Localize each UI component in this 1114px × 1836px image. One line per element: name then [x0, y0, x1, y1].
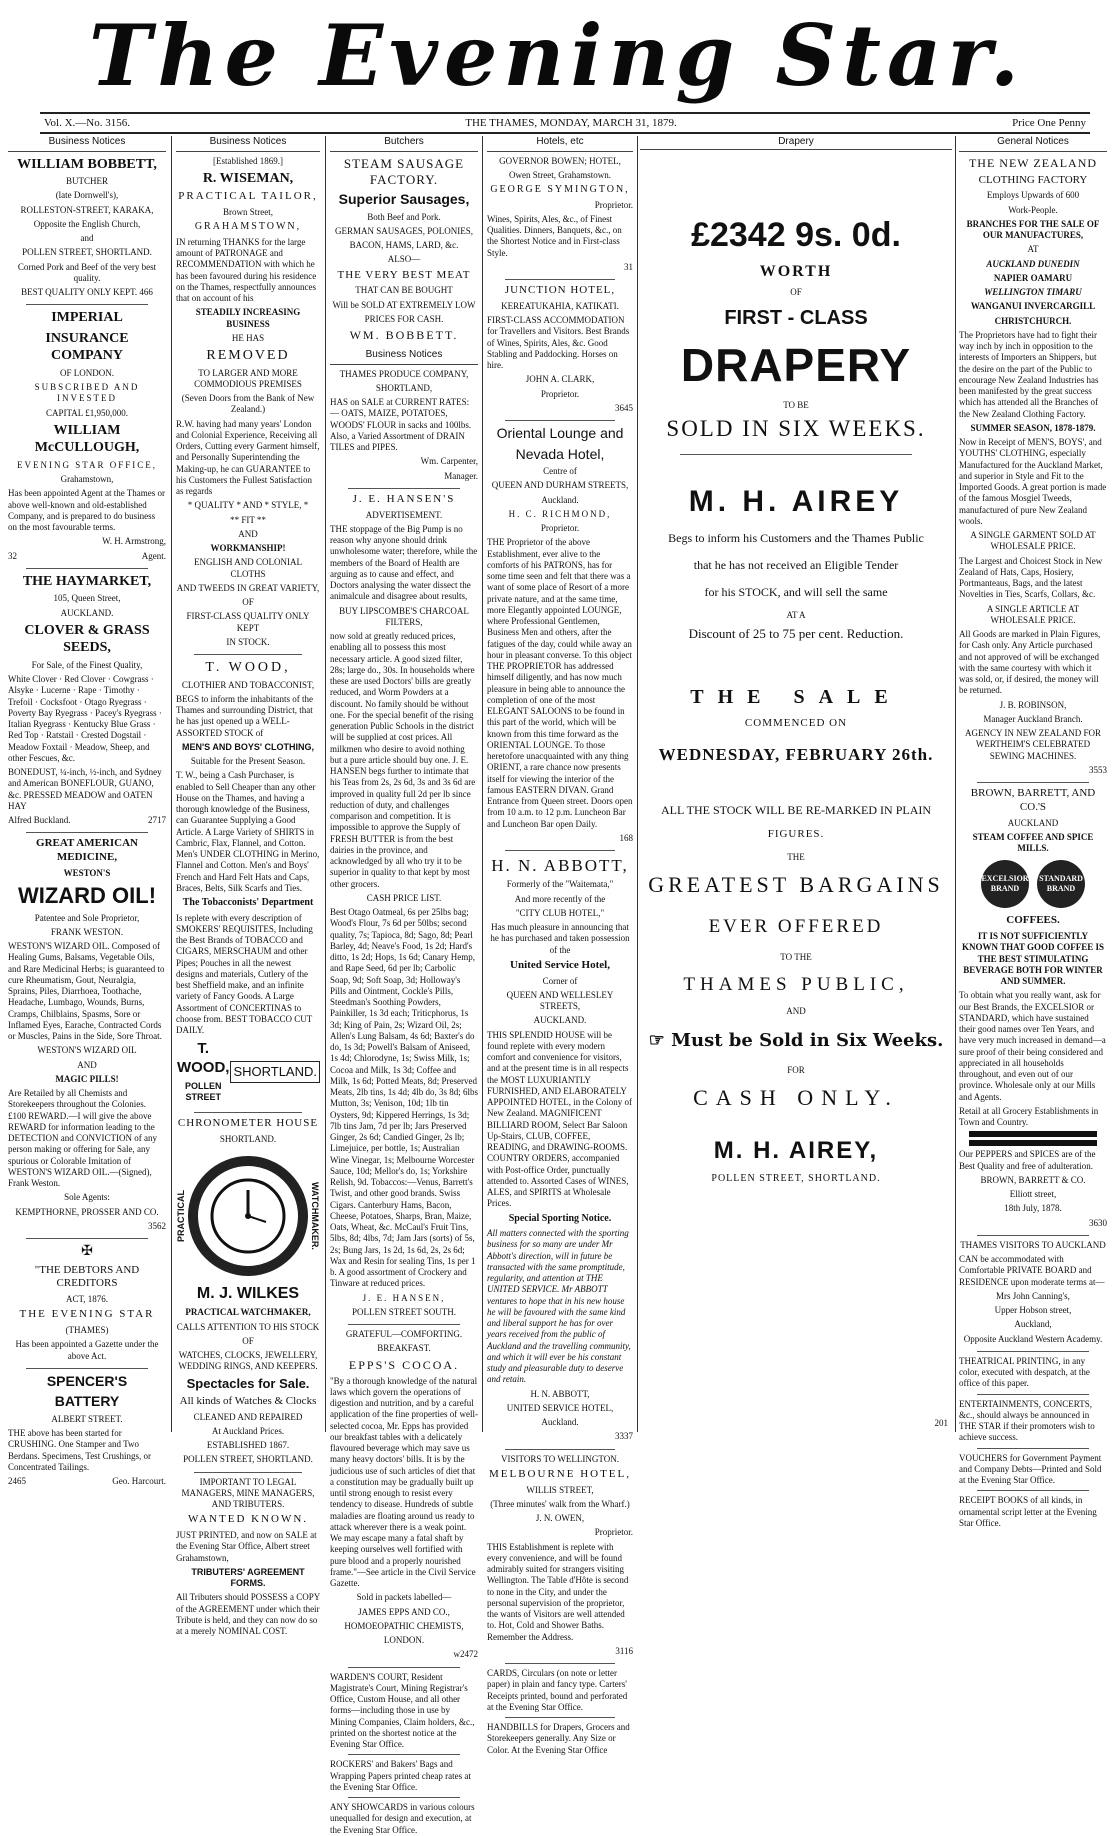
label-illustration — [969, 1140, 1097, 1146]
dateline — [40, 112, 1090, 134]
ad-nz-clothing-factory: THE NEW ZEALAND CLOTHING FACTORY Employs Upwards of 600 Work-People. BRANCHES FOR THE SALE OF OUR MANUFACTURES, AT AUCKLAND DUNEDIN NAPIER OAMARU WELLINGTON TIMARU WANGANUI INVERCARGILL CHRISTCHURCH. The Proprietors have had to fight their way inch by inch in opposition to the interests of Importers an Shippers, but the desire on the part of the Public to encourage New Zealand Industries has been manifested by the great success which has attended all the Branches of the New Zealand Clothing Factory. SUMMER SEASON, 1878-1879. Now in Receipt of MEN'S, BOYS', and YOUTHS' CLOTHING, especially Manufactured for the Auckland Market, and superior in Style and Fit to the Imported Goods. A great portion is made of the famous Mosgiel Tweeds, manufactured of pure New Zealand wools. A SINGLE GARMENT SOLD AT WHOLESALE PRICE. The Largest and Choicest Stock in New Zealand of Hats, Caps, Hosiery, Portmanteaus, Bags, and the latest Novelties in Ties, Scarfs, Collars, &c. A SINGLE ARTICLE AT WHOLESALE PRICE. All Goods are marked in Plain Figures, for Cash only. Any Article purchased and not approved of will be exchanged with the same courtesy with which it was sold, or, if desired, the money will be returned. J. B. ROBINSON, Manager Auckland Branch. AGENCY IN NEW ZEALAND FOR WERTHEIM'S CELEBRATED SEWING MACHINES. 3553 — [959, 155, 1107, 775]
ad-wizard-oil: GREAT AMERICAN MEDICINE, WESTON'S WIZARD OIL! Patentee and Sole Proprietor, FRANK WESTON. WESTON'S WIZARD OIL. Composed of Healing Gums, Balsams, Vegetable Oils, and Rare Medicinal Herbs; is guaranteed to cure Rheumatism, Gout, Neuralgia, Sprains, Piles, Diarrhoea, Toothache, Headache, Lumbago, Wounds, Burns, Cramps, Chilblains, Spasms, Sore or Inflamed Eyes, Earache, Contracted Cords or Muscles, Pains in the Side, Sore Throat. WESTON'S WIZARD OIL AND MAGIC PILLS! Are Retailed by all Chemists and Storekeepers throughout the Colonies. £100 REWARD.—I will give the above REWARD for information leading to the DETECTION and CONVICTION of any person making or offering for Sale, any spurious or Colorable Imitation of WESTON'S WIZARD OIL.—(Signed), Frank Weston. Sole Agents: KEMPTHORNE, PROSSER AND CO. 3562 — [8, 837, 166, 1231]
newspaper-title: The Evening Star. — [88, 6, 1026, 105]
ad-spencers-battery: SPENCER'S BATTERY ALBERT STREET. THE above has been started for CRUSHING. One Stamper and Two Berdans. Specimens, Test Crushings, or Concentrated Tailings. 2465 Geo. Harcourt. — [8, 1372, 166, 1486]
ad-airey-drapery: Drapery £2342 9s. 0d. WORTH OF FIRST - CLASS DRAPERY TO BE SOLD IN SIX WEEKS. M. H. AIREY Begs to inform his Customers and the Thames Public that he has not received an Eligible Tender for his STOCK, and will sell the same AT A Discount of 25 to 75 per cent. Reduction. THE SALE COMMENCED ON WEDNESDAY, FEBRUARY 26th. ALL THE STOCK WILL BE RE-MARKED IN PLAIN FIGURES. THE GREATEST BARGAINS EVER OFFERED TO THE THAMES PUBLIC, AND ☞ Must be Sold in Six Weeks. FOR CASH ONLY. M. H. AIREY, POLLEN STREET, SHORTLAND. 201 — [640, 136, 952, 1432]
price: Price One Penny — [1012, 117, 1086, 129]
ad-steam-sausage: STEAM SAUSAGE FACTORY. Superior Sausages, Both Beef and Pork. GERMAN SAUSAGES, POLONIES, BACON, HAMS, LARD, &c. ALSO— THE VERY BEST MEAT THAT CAN BE BOUGHT Will be SOLD AT EXTREMELY LOW PRICES FOR CASH. WM. BOBBETT. — [332, 155, 476, 342]
column-butchers — [330, 136, 479, 1835]
ad-junction-hotel: JUNCTION HOTEL, KEREATUKAHIA, KATIKATI. FIRST-CLASS ACCOMMODATION for Travellers and Visitors. Best Brands of Wines, Spirits, Ales, &c. Good Stabling and Paddocking. Horses on hire. JOHN A. CLARK, Proprietor. 3645 — [487, 284, 633, 413]
column-header: Business Notices — [330, 349, 478, 365]
notice-entertainments: ENTERTAINMENTS, CONCERTS, &c., should always be announced in THE STAR if their promoters wish to achieve success. — [959, 1398, 1095, 1443]
clock-icon — [188, 1156, 308, 1276]
pointing-hand-icon: ☞ — [648, 1030, 672, 1051]
masthead — [0, 0, 1114, 112]
notice-cards: CARDS, Circulars (on note or letter paper) in plain and fancy type. Carters' Receipts printed, bound and perforated at the Evening Star Office. — [487, 1668, 628, 1712]
notice-vouchers: VOUCHERS for Government Payment and Company Debts—Printed and Sold at the Evening Star Office. — [959, 1452, 1102, 1485]
ad-chronometer-house: CHRONOMETER HOUSE SHORTLAND. PRACTICAL WATCHMAKER. M. J. WILKES PRACTICAL WATCHMAKER, CALLS ATTENTION TO HIS STOCK OF WATCHES, CLOCKS, JEWELLERY, WEDDING RINGS, AND KEEPERS. Spectacles for Sale. All kinds of Watches & Clocks CLEANED AND REPAIRED At Auckland Prices. ESTABLISHED 1867. POLLEN STREET, SHORTLAND. — [176, 1117, 320, 1465]
column-business-notices-1 — [8, 136, 166, 1486]
ad-hansen: J. E. HANSEN'S ADVERTISEMENT. THE stoppage of the Big Pump is no reason why anyone should drink unwholesome water; therefore, while the members of the Board of Health are arguing as to cause and effect, and Doctors analysing the water dissect the animalcule and disagree about results, BUY LIPSCOMBE'S CHARCOAL FILTERS, now sold at greatly reduced prices, enabling all to possess this most necessary article. A good sized filter, 28s; large do., 30s. In households where these are used Doctors' bills are greatly reduced, and Worm Powders at a discount. No family should be without one. For the special benefit of the rising generation Public Schools in the district will be supplied at cost prices. All milkmen who desire to avoid nothing but a pure article should buy one. J. E. HANSEN begs further to intimate that his Teas from 2s, 2s 6d, 3s and 3s 6d are improved in quality full 2d per lb since reduction of duty, and challenges comparison and competition. It is impossible to approve the Supply of FRESH BUTTER is from the best dairies in the province, and acknowledged by all who try it to be superior in quality to that kept by most other grocers. CASH PRICE LIST. Best Otago Oatmeal, 6s per 25lbs bag; Wood's Flour, 7s 6d per 50lbs; second quality, 7s; Tapioca, 8d; Sago, 8d; Pearl Barley, 4d; Neave's Food, 1s 2d; Hard's ditto, 1s 2d; Hops, 1s 6d; Canary Hemp, and Rape Seed, 6d per lb; Carbolic Soap, 9d; Soft Soap, 3d; Holloway's Pills and Ointment, Cockle's Pills, Steedman's Soothing Powders, Painkiller, 1s 3d each; Triticphorus, 1s 3d; King of Pain, 2s; Wizard Oil, 2s; Allen's Lung Balsam, 4s 6d; Baxter's do do, 1s 3d; Powell's Balsam of Aniseed, 1s 4d; Chlorodyne, 1s; Swiss Milk, 1s; Cocoa and Milk, 1s 3d; Coffee and Milk, 1s 6d; Potted Meats, 8d; Preserved Meats, 2lb tins, 1s 4d; 4lb do, 3s 8d; 6lbs Mutton, 3s; Venison, 10d; 1lb tin Oysters, 9d; Kippered Herrings, 1s 3d; 7lb tins Jam, 7d per lb; Jars Preserved Ginger, 2s 6d; Candied Ginger, 2s lb; Limejuice, per bottle, 1s; Australian Wine Vinegar, 1s; Melbourne Worcester Sauce, 10d; Mellor's do, 1s; Yorkshire Relish, 9d. Tobaccos:—Venus, Barrett's Twist, and other good brands. Swiss Cigars. Canterbury Hams, Bacon, Cheese, Potatoes, Sharps, Bran, Maize, Oats, Wheat, &c. McCaul's Fruit Tins, 5lbs, 8d; 4lbs, 7d; Jam Jars (sorts) of 5s, 2s; Bung Jars, 1s 2d, 1s 6d, 2s, 2s 6d; Wax and Resin for sealing Tins, 1s per 1 b. A good assortment of Crockery and Tinware at reduced prices. J. E. HANSEN, POLLEN STREET SOUTH. — [330, 492, 479, 1317]
column-header: Drapery — [640, 136, 952, 150]
ad-haymarket-seeds: THE HAYMARKET, 105, Queen Street, AUCKLAND. CLOVER & GRASS SEEDS, For Sale, of the Finest Quality, White Clover · Red Clover · Cowgrass · Alsyke · Lucerne · Rape · Timothy · Trefoil · Cocksfoot · Otago Ryegrass · Poverty Bay Ryegrass · Pacey's Ryegrass · Italian Ryegrass · Kentucky Blue Grass · Red Top · Ratstail · Crested Dogstail · Meadow Foxtail · Meadow, Sheep, and other Fescues, &c. BONEDUST, ¼-inch, ½-inch, and Sydney and American BONEFLOUR, GUANO, &c. PRESSED MEADOW and OATEN HAY Alfred Buckland. 2717 — [8, 573, 166, 825]
ad-bobbett-butcher: WILLIAM BOBBETT, BUTCHER (late Dornwell's), ROLLESTON-STREET, KARAKA, Opposite the English Church, and POLLEN STREET, SHORTLAND. Corned Pork and Beef of the very best quality. BEST QUALITY ONLY KEPT. 466 — [17, 156, 157, 297]
notice-theatrical-printing: THEATRICAL PRINTING, in any color, executed with despatch, at the office of this paper. — [959, 1355, 1090, 1389]
label-illustration — [969, 1131, 1097, 1137]
volume-number: Vol. X.—No. 3156. — [44, 117, 130, 129]
notice-receipt-books: RECEIPT BOOKS of all kinds, in ornamental script letter at the Evening Star Office. — [959, 1495, 1097, 1528]
ad-oriental-lounge: Oriental Lounge and Nevada Hotel, Centre of QUEEN AND DURHAM STREETS, Auckland. H. C. RICHMOND, Proprietor. THE Proprietor of the above Establishment, ever alive to the comforts of his PATRONS, has for some time seen and felt that there was a want of some place of Resort of a more private nature, and at the same time, more Elegantly appointed LOUNGE, where Professional Gentlemen, Business Men and others, after the fatigues of the day, could while away an hour in pleasant converse. To this object THE PROPRIETOR has addressed himself diligently, and has now much pleasure in being able to announce the completion of one of the most ELEGANT SALOONS to be found in this part of the world, which will be known from this time forward as the ORIENTAL LOUNGE. To those heretofore unacquainted with any thing ORIENT, a rare chance now presents itself for viewing the interior of the famous EASTERN DIVAN. Grand Entrance from Queen street. Doors open from 10 a.m. to 12 p.m. Luncheon Bar and Luncheon Bar open Daily. 168 — [487, 425, 633, 843]
ad-governor-bowen-hotel: GOVERNOR BOWEN; HOTEL, Owen Street, Grahamstown. GEORGE SYMINGTON, Proprietor. Wines, Spirits, Ales, &c., of Finest Qualities. Dinners, Banquets, &c., on the Shortest Notice and in First-class Style. 31 — [487, 155, 633, 272]
column-rule — [955, 136, 956, 1432]
excelsior-brand-emblem: EXCELSIOR BRAND — [981, 860, 1029, 908]
notice-wardens-court: WARDEN'S COURT, Resident Magistrate's Court, Mining Registrar's Office, Custom House, and all other forms—including those in use by Mining Companies, Claim holders, &c., printed on the shortest notice at the Evening Star Office. — [330, 1671, 475, 1749]
standard-brand-emblem: STANDARD BRAND — [1037, 860, 1085, 908]
column-header: General Notices — [959, 136, 1107, 152]
column-header: Business Notices — [176, 136, 320, 152]
notice-debtors-act: ✠ "THE DEBTORS AND CREDITORS ACT, 1876. THE EVENING STAR (THAMES) Has been appointed a Gazette under the above Act. — [8, 1243, 166, 1362]
column-general-notices — [959, 136, 1107, 1528]
stock-value: £2342 9s. 0d. — [691, 216, 901, 254]
ad-wiseman-tailor: [Established 1869.] R. WISEMAN, PRACTICAL TAILOR, Brown Street, GRAHAMSTOWN, IN returning THANKS for the large amount of PATRONAGE and RECOMMENDATION with which he has been favoured during his residence on the Thames, respectfully announces that on account of his STEADILY INCREASING BUSINESS HE HAS REMOVED TO LARGER AND MORE COMMODIOUS PREMISES (Seven Doors from the Bank of New Zealand.) R.W. having had many years' London and Colonial Experience, Receiving all Orders, Cutting every Garment himself, and Personally Superintending the Making-up, he can GUARANTEE to his Customers the Fullest Satisfaction as regards * QUALITY * AND * STYLE, * ** FIT ** AND WORKMANSHIP! ENGLISH AND COLONIAL CLOTHS AND TWEEDS IN GREAT VARIETY, OF FIRST-CLASS QUALITY ONLY KEPT IN STOCK. — [176, 155, 320, 647]
drapery-headline: DRAPERY — [680, 339, 912, 391]
ad-epps-cocoa: GRATEFUL—COMFORTING. BREAKFAST. EPPS'S COCOA. "By a thorough knowledge of the natural laws which govern the operations of digestion and nutrition, and by a careful application of the fine properties of well-selected cocoa, Mr. Epps has provided our breakfast tables with a delicately flavoured beverage which may save us many heavy doctors' bills. It is by the judicious use of such articles of diet that a constitution may be gradually built up until strong enough to resist every tendency to disease. Hundreds of subtle maladies are floating around us ready to attack wherever there is a weak point. We may escape many a fatal shaft by keeping ourselves well fortified with pure blood and a properly nourished frame."—See article in the Civil Service Gazette. Sold in packets labelled— JAMES EPPS AND CO., HOMOEOPATHIC CHEMISTS, LONDON. w2472 — [330, 1329, 478, 1660]
column-header: Business Notices — [8, 136, 166, 152]
ad-melbourne-hotel: VISITORS TO WELLINGTON. MELBOURNE HOTEL, WILLIS STREET, (Three minutes' walk from the Wharf.) J. N. OWEN, Proprietor. THIS Establishment is replete with every convenience, and will be found admirably suited for strangers visiting Wellington. The Table d'Hôte is second to none in the City, and under the personal supervision of the proprietor, the wants of Visitors are well attended to. Hot, Cold and Shower Baths. Remember the Address. 3116 — [487, 1453, 633, 1656]
column-header: Butchers — [330, 136, 478, 152]
column-rule — [171, 136, 172, 1432]
merchant-name: M. H. AIREY — [688, 485, 904, 518]
notice-handbills: HANDBILLS for Drapers, Grocers and Storekeepers generally. Any Size or Color. At the Evening Star Office — [487, 1722, 630, 1755]
column-business-notices-2 — [176, 136, 320, 1636]
merchant-name: M. H. AIREY, — [713, 1137, 879, 1164]
crest-icon: ✠ — [81, 1244, 93, 1259]
column-hotels — [487, 136, 633, 1755]
must-be-sold: ☞ Must be Sold in Six Weeks. — [648, 1030, 944, 1051]
issue-date: THE THAMES, MONDAY, MARCH 31, 1879. — [465, 117, 677, 129]
column-rule — [325, 136, 326, 1432]
notice-showcards: ANY SHOWCARDS in various colours unequalled for design and execution, at the Evening Star Office. — [330, 1802, 475, 1835]
ad-imperial-insurance: IMPERIAL INSURANCE COMPANY OF LONDON. SUBSCRIBED AND INVESTED CAPITAL £1,950,000. WILLIAM McCULLOUGH, EVENING STAR OFFICE, Grahamstown, Has been appointed Agent at the Thames or above well-known and old-established Company, and is prepared to do business on the most favourable terms. W. H. Armstrong, 32 Agent. — [8, 310, 166, 561]
ad-thames-produce: THAMES PRODUCE COMPANY, SHORTLAND, HAS on SALE at CURRENT RATES:— OATS, MAIZE, POTATOES, WOODS' FLOUR in sacks and 100lbs. Also, a Varied Assortment of DRAIN TILES and PIPES. Wm. Carpenter, Manager. — [330, 368, 478, 481]
wood-sign: T. WOOD, POLLEN STREET SHORTLAND. — [176, 1040, 320, 1106]
ad-tributers-forms: IMPORTANT TO LEGAL MANAGERS, MINE MANAGERS, AND TRIBUTERS. WANTED KNOWN. JUST PRINTED, and now on SALE at the Evening Star Office, Albert street Grahamstown, TRIBUTERS' AGREEMENT FORMS. All Tributers should POSSESS a COPY of the AGREEMENT under which their Tribute is held, and they can now do so at a merely NOMINAL COST. — [176, 1476, 320, 1636]
column-rule — [482, 136, 483, 1432]
ad-t-wood-clothier: T. WOOD, CLOTHIER AND TOBACCONIST, BEGS to inform the inhabitants of the Thames and surrounding District, that he has just opened up a WELL-ASSORTED STOCK of MEN'S AND BOYS' CLOTHING, Suitable for the Present Season. T. W., being a Cash Purchaser, is enabled to Sell Cheaper than any other House on the Thames, and having a thorough knowledge of the Business, can Guarantee Supplying a Good Article. A Large Variety of SHIRTS in Cambric, Flax, Flannel, and Cotton. Men's UNDER CLOTHING in Merino, Flannel and Cotton. Men's and Boys' French and Hard Felt Hats and Caps, Braces, Belts, Silk Scarfs and Ties. The Tobacconists' Department Is replete with every description of SMOKERS' REQUISITES, Including the Best Brands of TOBACCO and CIGARS, MERSCHAUM and other Pipes; Pouches in all the newest designs and materials, Cutlery of the best Sheffield make, and an infinite variety of Fancy Goods. A Large Assortment of CONCERTINAS to choose from. BEST TOBACCO CUT DAILY. T. WOOD, POLLEN STREET SHORTLAND. — [176, 659, 320, 1106]
column-rule — [637, 136, 638, 1432]
ad-united-service-hotel: H. N. ABBOTT, Formerly of the "Waitemata," And more recently of the "CITY CLUB HOTEL," Has much pleasure in announcing that he has purchased and taken possession of the United Service Hotel, Corner of QUEEN AND WELLESLEY STREETS, AUCKLAND. THIS SPLENDID HOUSE will be found replete with every modern comfort and convenience for visitors, and at the present time is in all respects the MOST LUXURIANTLY FURNISHED, AND ELABORATELY APPOINTED HOTEL, in the Colony of New Zealand. MAGNIFICENT BILLIARD ROOM, Select Bar Saloon Up-Stairs, CLUB, COFFEE, READING, and DRAWING-ROOMS. COUNTRY ORDERS, accompanied with Post-office Order, punctually attended to. Assorted Cases of WINES, ALES, and SPIRITS at Wholesale Prices. Special Sporting Notice. All matters connected with the sporting business for so many are under Mr Abbott's direction, will in future be transacted with the same promptitude, regularity, and attention at THE UNITED SERVICE. Mr ABBOTT ventures to hope that in his new house he will be favoured with the same kind and liberal support he has for over years received from the public of Auckland and the travelling community, and which it will ever be his constant study and pleasurable duty to deserve and retain. H. N. ABBOTT, UNITED SERVICE HOTEL, Auckland. 3337 — [487, 856, 633, 1442]
ad-thames-visitors: THAMES VISITORS TO AUCKLAND CAN be accommodated with Comfortable PRIVATE BOARD and RESIDENCE upon moderate terms at— Mrs John Canning's, Upper Hobson street, Auckland, Opposite Auckland Western Academy. — [959, 1239, 1106, 1344]
ad-brown-barrett-coffee: BROWN, BARRETT, AND CO.'S AUCKLAND STEAM COFFEE AND SPICE MILLS. EXCELSIOR BRAND STANDARD BRAND COFFEES. IT IS NOT SUFFICIENTLY KNOWN THAT GOOD COFFEE IS THE BEST STIMULATING BEVERAGE BOTH FOR WINTER AND SUMMER. To obtain what you really want, ask for our Best Brands, the EXCELSIOR or STANDARD, which have sustained their good names over Ten Years, and have very much increased in demand—a sure proof of their being considered and appreciated in all households throughout, and even out of our province. Wholesale only at our Mills and Agents. Retail at all Grocery Establishments in Town and Country. Our PEPPERS and SPICES are of the Best Quality and free of adulteration. BROWN, BARRETT & CO. Elliott street, 18th July, 1878. 3630 — [959, 787, 1107, 1228]
notice-rockers: ROCKERS' and Bakers' Bags and Wrapping Papers printed cheap rates at the Evening Star Office. — [330, 1759, 471, 1792]
column-header: Hotels, etc — [487, 136, 633, 152]
